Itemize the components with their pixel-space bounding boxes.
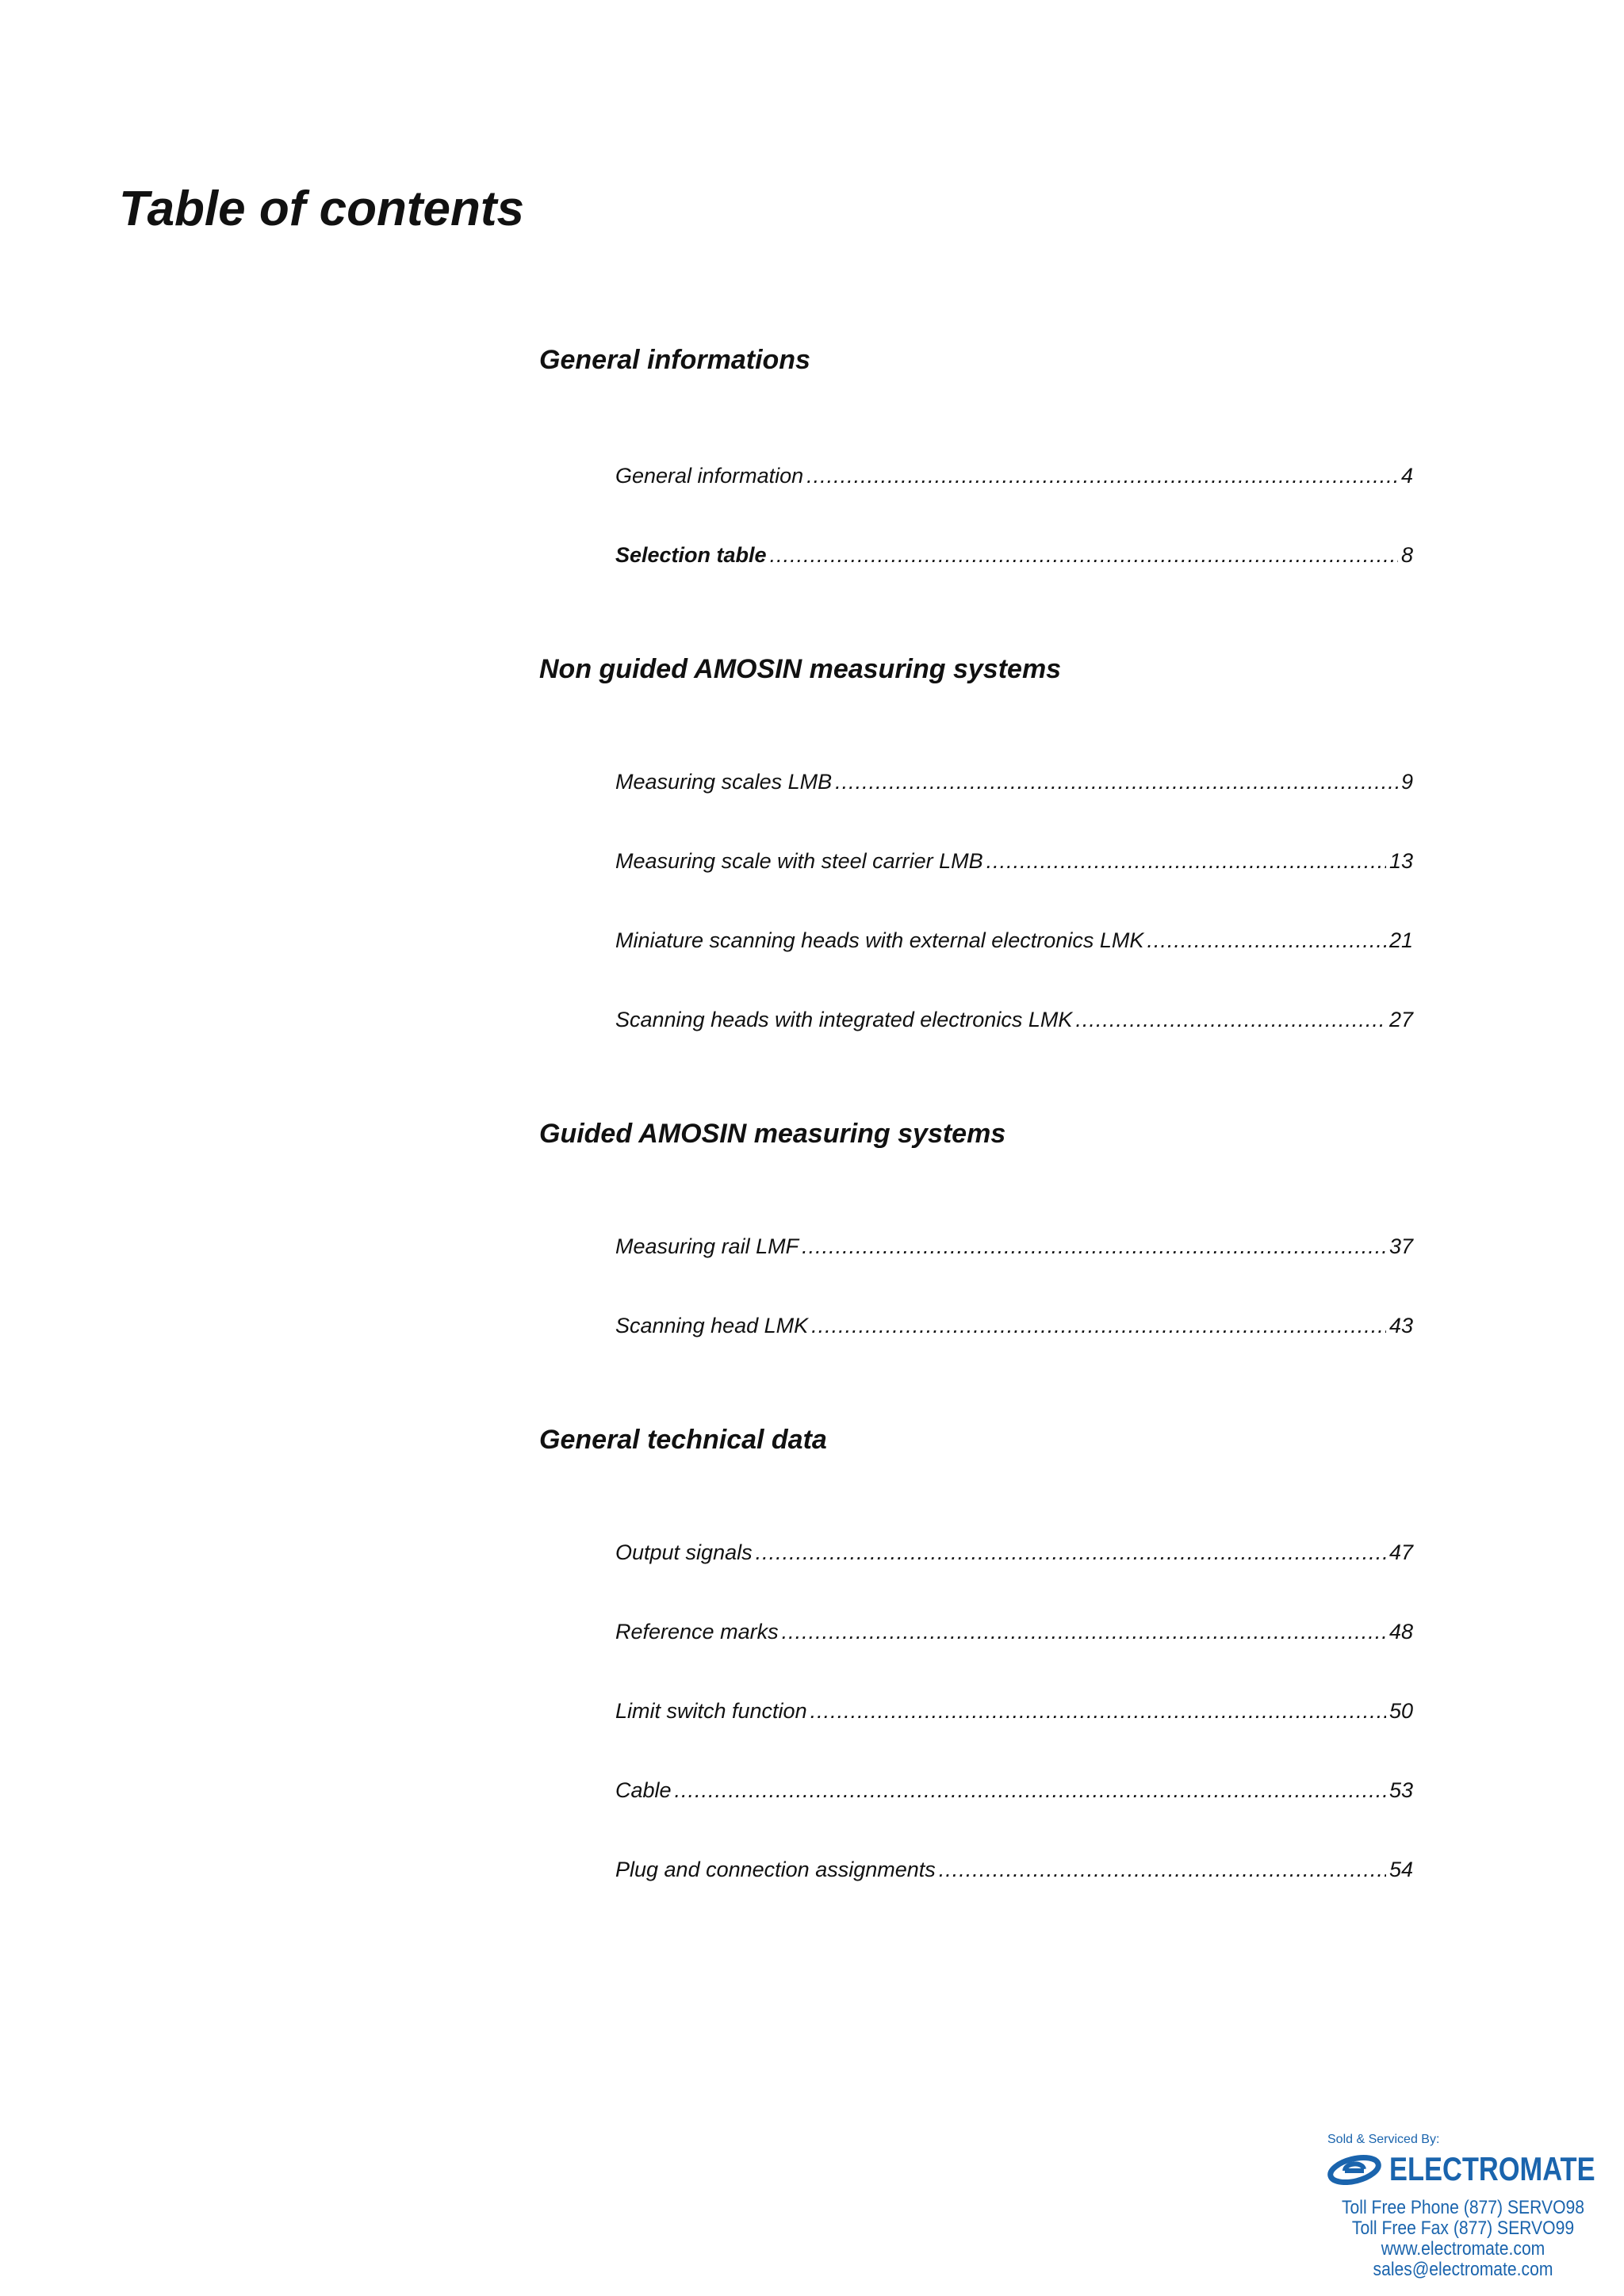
dot-leader: [756, 1540, 1386, 1565]
toc-entry-label: Reference marks: [615, 1620, 779, 1644]
dot-leader: [1147, 928, 1386, 953]
dot-leader: [986, 849, 1386, 874]
toc-entry-page: 43: [1388, 1314, 1413, 1337]
toc-entry-label: Scanning heads with integrated electronics LMK: [615, 1008, 1073, 1031]
phone-text: Toll Free Phone (877) SERVO98: [1341, 2197, 1585, 2218]
toc-entry[interactable]: [615, 770, 1413, 798]
toc-entry-label: Measuring scale with steel carrier LMB: [615, 849, 983, 873]
toc-entry-label: General information: [615, 464, 804, 488]
dot-leader: [770, 543, 1398, 568]
toc-entry-page: 37: [1388, 1234, 1413, 1258]
section-heading: Guided AMOSIN measuring systems: [539, 1119, 1006, 1149]
toc-entry-label: Plug and connection assignments: [615, 1858, 936, 1881]
dot-leader: [802, 1234, 1386, 1259]
fax-text: Toll Free Fax (877) SERVO99: [1351, 2218, 1575, 2239]
toc-entry-page: 9: [1400, 770, 1413, 794]
toc-entry[interactable]: [615, 849, 1413, 878]
brand-logo: [1327, 2150, 1624, 2188]
toc-entry[interactable]: [615, 1540, 1413, 1569]
toc-entry[interactable]: [615, 543, 1413, 572]
toc-entry-page: 13: [1388, 849, 1413, 873]
dot-leader: [806, 464, 1398, 488]
dot-leader: [939, 1858, 1386, 1882]
toc-entry-page: 53: [1388, 1778, 1413, 1802]
dot-leader: [810, 1699, 1386, 1724]
toc-entry[interactable]: [615, 1008, 1413, 1036]
section-heading: General technical data: [539, 1425, 827, 1455]
dot-leader: [1075, 1008, 1386, 1032]
toc-entry[interactable]: [615, 928, 1413, 957]
electromate-logo-icon: [1327, 2153, 1385, 2185]
toc-entry[interactable]: [615, 1778, 1413, 1807]
sold-by-label: Sold & Serviced By:: [1327, 2133, 1440, 2146]
toc-entry[interactable]: [615, 464, 1413, 492]
toc-entry[interactable]: [615, 1620, 1413, 1648]
toc-entry-label: Scanning head LMK: [615, 1314, 809, 1337]
website-link[interactable]: www.electromate.com: [1381, 2238, 1545, 2260]
dot-leader: [782, 1620, 1386, 1644]
toc-entry-page: 27: [1388, 1008, 1413, 1031]
toc-entry[interactable]: [615, 1234, 1413, 1263]
toc-entry-label: Miniature scanning heads with external electronics LMK: [615, 928, 1144, 952]
dot-leader: [835, 770, 1398, 794]
toc-entry-label: Cable: [615, 1778, 672, 1802]
brand-name: ELECTROMATE: [1389, 2150, 1595, 2187]
toc-entry-label: Limit switch function: [615, 1699, 807, 1723]
section-heading: Non guided AMOSIN measuring systems: [539, 654, 1062, 684]
toc-entry[interactable]: [615, 1858, 1413, 1886]
toc-entry-label: Measuring scales LMB: [615, 770, 833, 794]
dot-leader: [675, 1778, 1386, 1803]
email-link[interactable]: sales@electromate.com: [1373, 2259, 1553, 2280]
toc-entry-label: Selection table: [615, 543, 767, 567]
toc-entry-page: 8: [1400, 543, 1413, 567]
toc-entry[interactable]: [615, 1699, 1413, 1728]
toc-entry[interactable]: [615, 1314, 1413, 1342]
toc-entry-page: 54: [1388, 1858, 1413, 1881]
toc-entry-page: 50: [1388, 1699, 1413, 1723]
toc-entry-label: Measuring rail LMF: [615, 1234, 799, 1258]
page-title: Table of contents: [119, 182, 524, 236]
dot-leader: [811, 1314, 1386, 1338]
toc-entry-page: 47: [1388, 1540, 1413, 1564]
toc-entry-page: 48: [1388, 1620, 1413, 1644]
toc-entry-label: Output signals: [615, 1540, 753, 1564]
section-heading: General informations: [539, 345, 810, 375]
toc-entry-page: 21: [1388, 928, 1413, 952]
toc-entry-page: 4: [1400, 464, 1413, 488]
